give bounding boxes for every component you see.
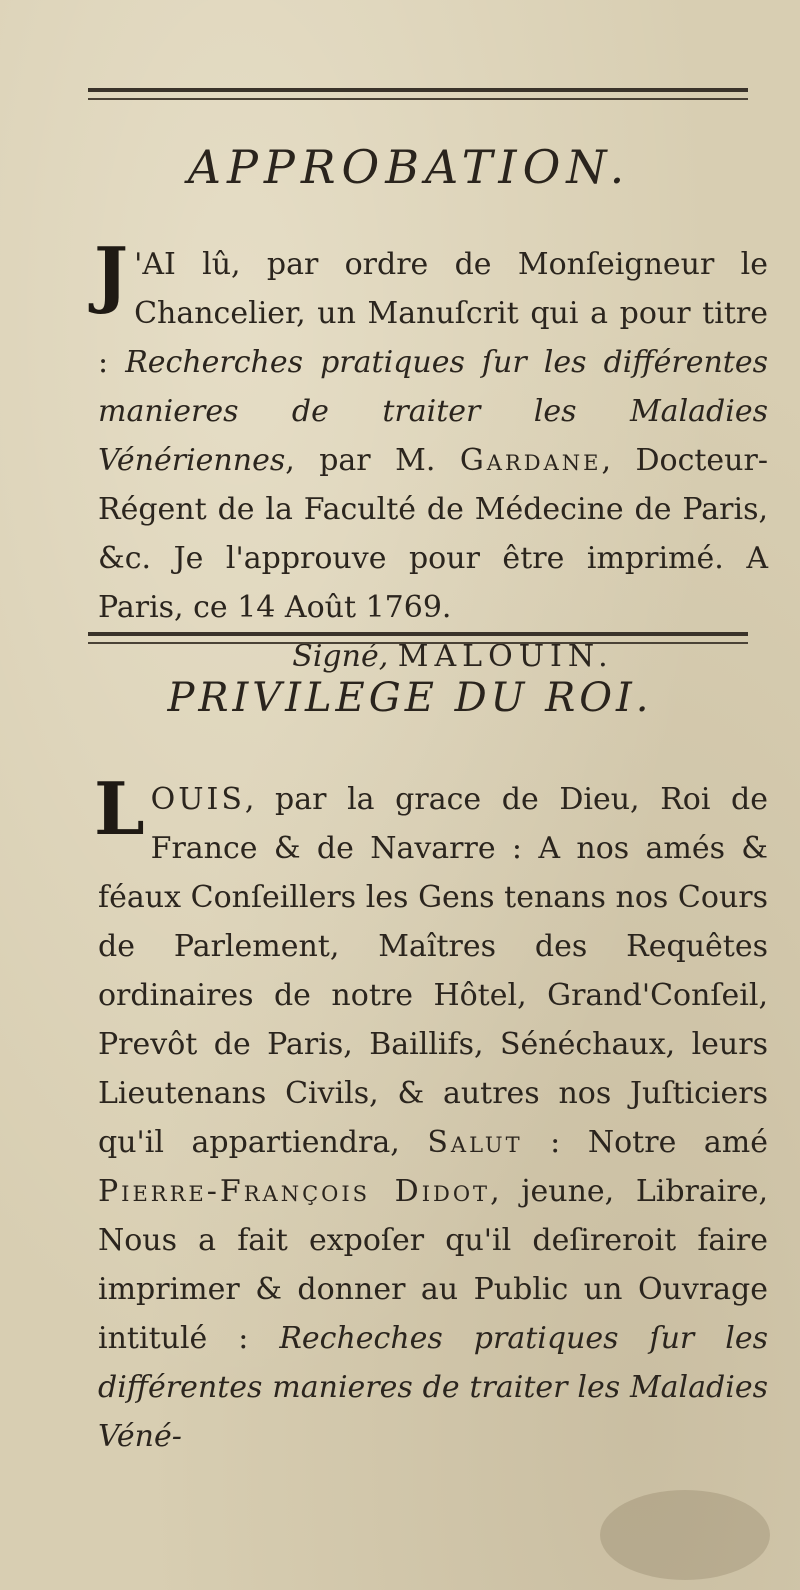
top-rule bbox=[88, 88, 748, 92]
middle-rule bbox=[88, 632, 748, 636]
privilege-text-2: : Notre amé bbox=[522, 1125, 769, 1160]
approbation-text bbox=[94, 231, 768, 681]
privilege-printer-name: Pierre-François Didot bbox=[98, 1174, 491, 1209]
signed-label: Signé, bbox=[292, 639, 389, 674]
privilege-opening: OUIS bbox=[150, 782, 245, 817]
approbation-dropcap: J bbox=[94, 231, 129, 316]
middle-rule-thin bbox=[88, 642, 748, 644]
approbation-text-1: 'AI lû, par ordre de Monſeigneur le Chancelier, un Manuſcrit qui a pour titre : bbox=[98, 247, 768, 380]
approbation-title: APPROBATION. bbox=[187, 140, 631, 194]
signer-name: MALOUIN. bbox=[397, 639, 614, 674]
privilege-dropcap: L bbox=[94, 766, 145, 851]
approbation-author: Gardane bbox=[459, 443, 602, 478]
top-rule-thin bbox=[88, 98, 748, 100]
privilege-work-title: Recheches pratiques ſur les différentes manieres de traiter les Maladies Véné- bbox=[98, 1321, 768, 1454]
paper-stain bbox=[600, 1490, 770, 1580]
approbation-text-2: , par M. bbox=[285, 443, 460, 478]
approbation-text-3: , Docteur-Régent de la Faculté de Médecine de Paris, &c. Je l'approuve pour être imprimé. A Paris, ce 14 Août 1769. bbox=[98, 443, 768, 625]
signature-line bbox=[98, 632, 768, 681]
approbation-work-title: Recherches pratiques ſur les différentes manieres de traiter les Maladies Vénériennes bbox=[98, 345, 768, 478]
privilege-title: PRIVILEGE DU ROI. bbox=[167, 675, 653, 721]
privilege-text-1: , par la grace de Dieu, Roi de France & de Navarre : A nos amés & féaux Conſeillers les Gens tenans nos Cours de Parlement, Maîtres des Requêtes ordinaires de notre Hôtel, Grand'Conſeil, Prevôt de Paris, Baillifs, Sénéchaux, leurs Lieutenans Civils, & autres nos Juſticiers qu'il appartiendra, bbox=[98, 782, 768, 1160]
privilege-text-3: , jeune, Libraire, Nous a fait expoſer qu'il deſireroit faire imprimer & donner au Public un Ouvrage intitulé : bbox=[98, 1174, 768, 1356]
privilege-salut: Salut bbox=[427, 1125, 523, 1160]
privilege-text bbox=[94, 766, 769, 1461]
